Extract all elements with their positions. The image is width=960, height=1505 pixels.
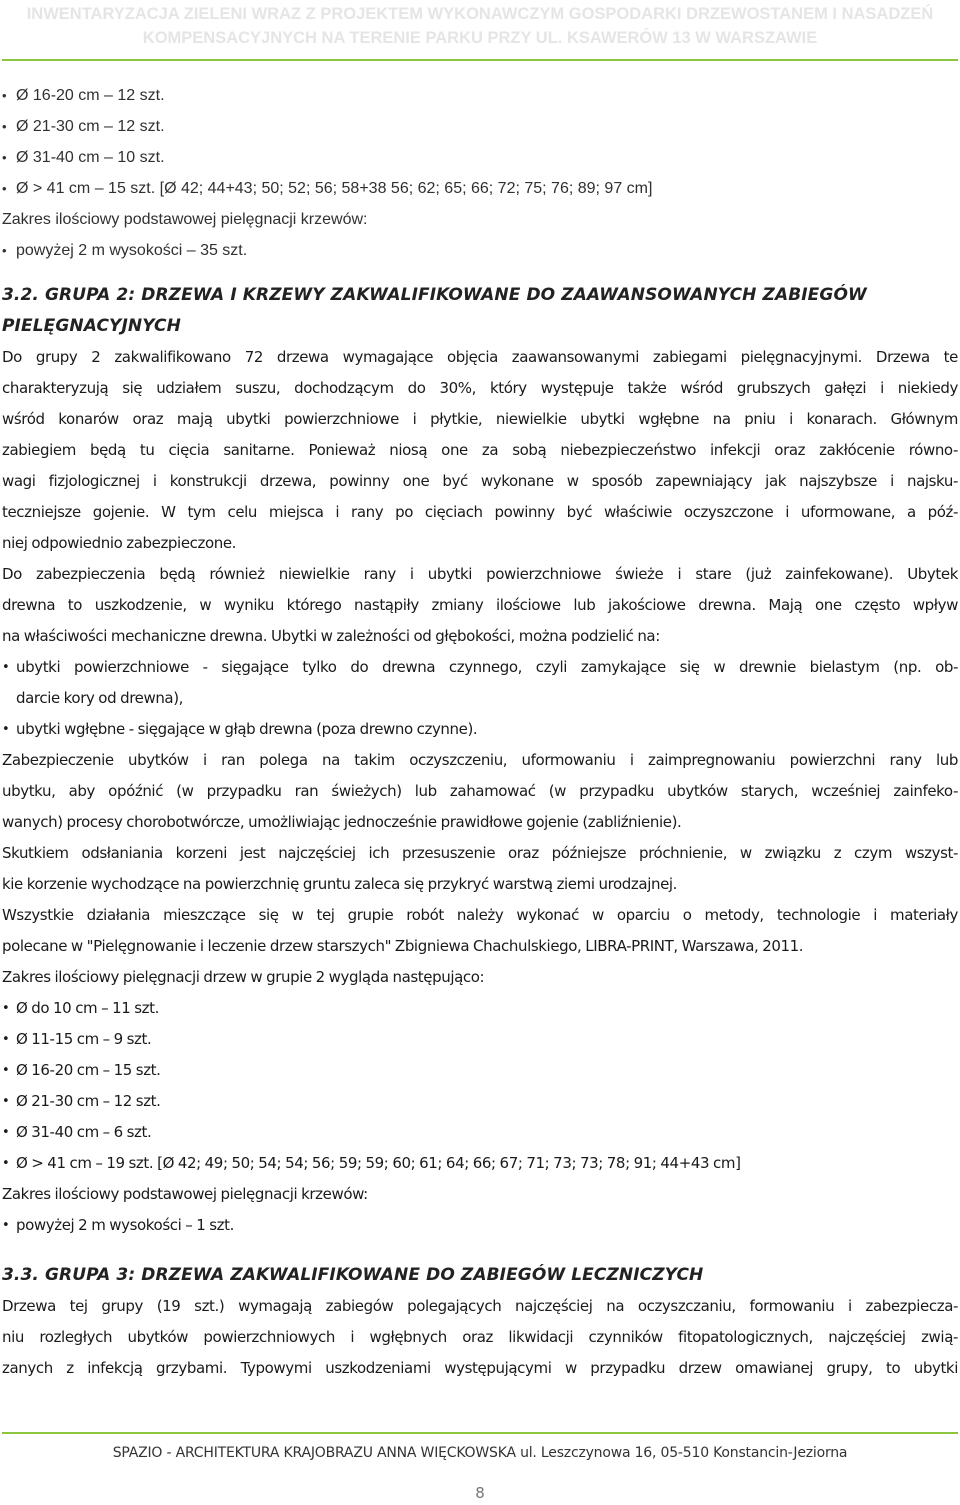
list-item-continuation: darcie kory od drewna), — [16, 689, 184, 707]
header-title-line-2: KOMPENSACYJNYCH NA TERENIE PARKU PRZY UL. KSAWERÓW 13 W WARSZAWIE — [142, 29, 818, 47]
paragraph-line: wanych) procesy chorobotwórcze, umożliwiając jednocześnie prawidłowe gojenie (zabliźnienie). — [2, 813, 682, 831]
paragraph-line: polecane w "Pielęgnowanie i leczenie drzew starszych" Zbigniewa Chachulskiego, LIBRA-PRINT, Warszawa, 2011. — [2, 937, 804, 955]
paragraph-line: Zabezpieczenie ubytków i ran polega na takim oczyszczeniu, uformowaniu i zaimpregnowaniu powierzchni rany lub — [2, 751, 958, 769]
footer-divider — [2, 1432, 958, 1434]
paragraph-line: drewna to uszkodzenie, w wyniku którego nastąpiły zmiany ilościowe lub jakościowe drewna. Mają one często wpływ — [2, 596, 958, 614]
paragraph-line: wagi fizjologicznej i konstrukcji drzewa, powinny one być wykonane w sposób zapewniający jak najszybsze i najsku- — [2, 472, 958, 490]
paragraph-line: niej odpowiednio zabezpieczone. — [2, 534, 237, 552]
paragraph-line: zabiegiem będą tu cięcia sanitarne. Ponieważ niosą one za sobą niebezpieczeństwo infekcji oraz zakłócenie równo- — [2, 441, 958, 459]
list-item: • Ø do 10 cm – 11 szt. — [2, 993, 958, 1024]
list-item: • Ø 16-20 cm – 12 szt. — [2, 80, 958, 111]
list-item: • Ø > 41 cm – 15 szt. [Ø 42; 44+43; 50; 52; 56; 58+38 56; 62; 65; 66; 72; 75; 76; 89; 97 cm] — [2, 173, 958, 204]
list-item: • Ø > 41 cm – 19 szt. [Ø 42; 49; 50; 54; 54; 56; 59; 59; 60; 61; 64; 66; 67; 71; 73; 73; 78; 91; 44+43 cm] — [2, 1148, 958, 1179]
list-item: • powyżej 2 m wysokości – 1 szt. — [2, 1210, 958, 1241]
header-divider — [2, 59, 958, 61]
page-number: 8 — [475, 1484, 485, 1502]
list-item: • ubytki powierzchniowe - sięgające tylko do drewna czynnego, czyli zamykające się w drewnie bielastym (np. ob- — [2, 652, 958, 683]
paragraph-line: charakteryzują się udziałem suszu, dochodzącym do 30%, który występuje także wśród grubszych gałęzi i niekiedy — [2, 379, 958, 397]
list-item: • ubytki wgłębne - sięgające w głąb drewna (poza drewno czynne). — [2, 714, 958, 745]
paragraph-line: zanych z infekcją grzybami. Typowymi uszkodzeniami występującymi w przypadku drzew omawianej grupy, to ubytki — [2, 1359, 958, 1377]
paragraph-line: wśród konarów oraz mają ubytki powierzchniowe i płytkie, niewielkie ubytki wgłębne na pniu i konarach. Głównym — [2, 410, 958, 428]
page-header — [0, 0, 960, 58]
paragraph-line: niu rozległych ubytków powierzchniowych i wgłębnych oraz likwidacji czynników fitopatologicznych, najczęściej zwią- — [2, 1328, 958, 1346]
paragraph-line: ubytku, aby opóźnić (w przypadku ran świeżych) lub zahamować (w przypadku ubytków starych, wcześniej zainfeko- — [2, 782, 958, 800]
shrubs-intro-text: Zakres ilościowy podstawowej pielęgnacji krzewów: — [2, 1185, 368, 1203]
shrubs-intro-text: Zakres ilościowy podstawowej pielęgnacji krzewów: — [2, 211, 368, 228]
trees-intro-text: Zakres ilościowy pielęgnacji drzew w grupie 2 wygląda następująco: — [2, 968, 485, 986]
paragraph-line: na właściwości mechaniczne drewna. Ubytki w zależności od głębokości, można podzielić na: — [2, 627, 660, 645]
section-3-heading: 3.3. GRUPA 3: DRZEWA ZAKWALIFIKOWANE DO ZABIEGÓW LECZNICZYCH — [2, 1265, 704, 1285]
paragraph-line: Drzewa tej grupy (19 szt.) wymagają zabiegów polegających najczęściej na oczyszczaniu, formowaniu i zabezpiecza- — [2, 1297, 958, 1315]
list-item: • Ø 21-30 cm – 12 szt. — [2, 111, 958, 142]
paragraph-line: Do zabezpieczenia będą również niewielkie rany i ubytki powierzchniowe świeże i stare (już zainfekowane). Ubytek — [2, 565, 958, 583]
document-body — [2, 80, 958, 1384]
list-item: • Ø 16-20 cm – 15 szt. — [2, 1055, 958, 1086]
list-item: • Ø 11-15 cm – 9 szt. — [2, 1024, 958, 1055]
section-2-heading-cont: PIELĘGNACYJNYCH — [2, 316, 181, 336]
header-title-line-1: INWENTARYZACJA ZIELENI WRAZ Z PROJEKTEM WYKONAWCZYM GOSPODARKI DRZEWOSTANEM I NASADZEŃ — [26, 5, 934, 23]
list-item: • Ø 31-40 cm – 10 szt. — [2, 142, 958, 173]
list-item: • Ø 21-30 cm – 12 szt. — [2, 1086, 958, 1117]
paragraph-line: teczniejsze gojenie. W tym celu miejsca i rany po cięciach powinny być właściwie oczyszczone i uformowane, a póź- — [2, 503, 958, 521]
list-item: • Ø 31-40 cm – 6 szt. — [2, 1117, 958, 1148]
section-2-heading: 3.2. GRUPA 2: DRZEWA I KRZEWY ZAKWALIFIKOWANE DO ZAAWANSOWANYCH ZABIEGÓW — [2, 285, 867, 305]
paragraph-line: Skutkiem odsłaniania korzeni jest najczęściej ich przesuszenie oraz późniejsze próchnienie, w związku z czym wszyst- — [2, 844, 958, 862]
paragraph-line: kie korzenie wychodzące na powierzchnię gruntu zaleca się przykryć warstwą ziemi urodzajnej. — [2, 875, 678, 893]
page-footer: SPAZIO - ARCHITEKTURA KRAJOBRAZU ANNA WIĘCKOWSKA ul. Leszczynowa 16, 05-510 Konstancin-Jeziorna — [112, 1445, 848, 1461]
paragraph-line: Wszystkie działania mieszczące się w tej grupie robót należy wykonać w oparciu o metody, technologie i materiały — [2, 906, 958, 924]
list-item: • powyżej 2 m wysokości – 35 szt. — [2, 235, 958, 266]
paragraph-line: Do grupy 2 zakwalifikowano 72 drzewa wymagające objęcia zaawansowanymi zabiegami pielęgnacyjnymi. Drzewa te — [2, 348, 958, 366]
